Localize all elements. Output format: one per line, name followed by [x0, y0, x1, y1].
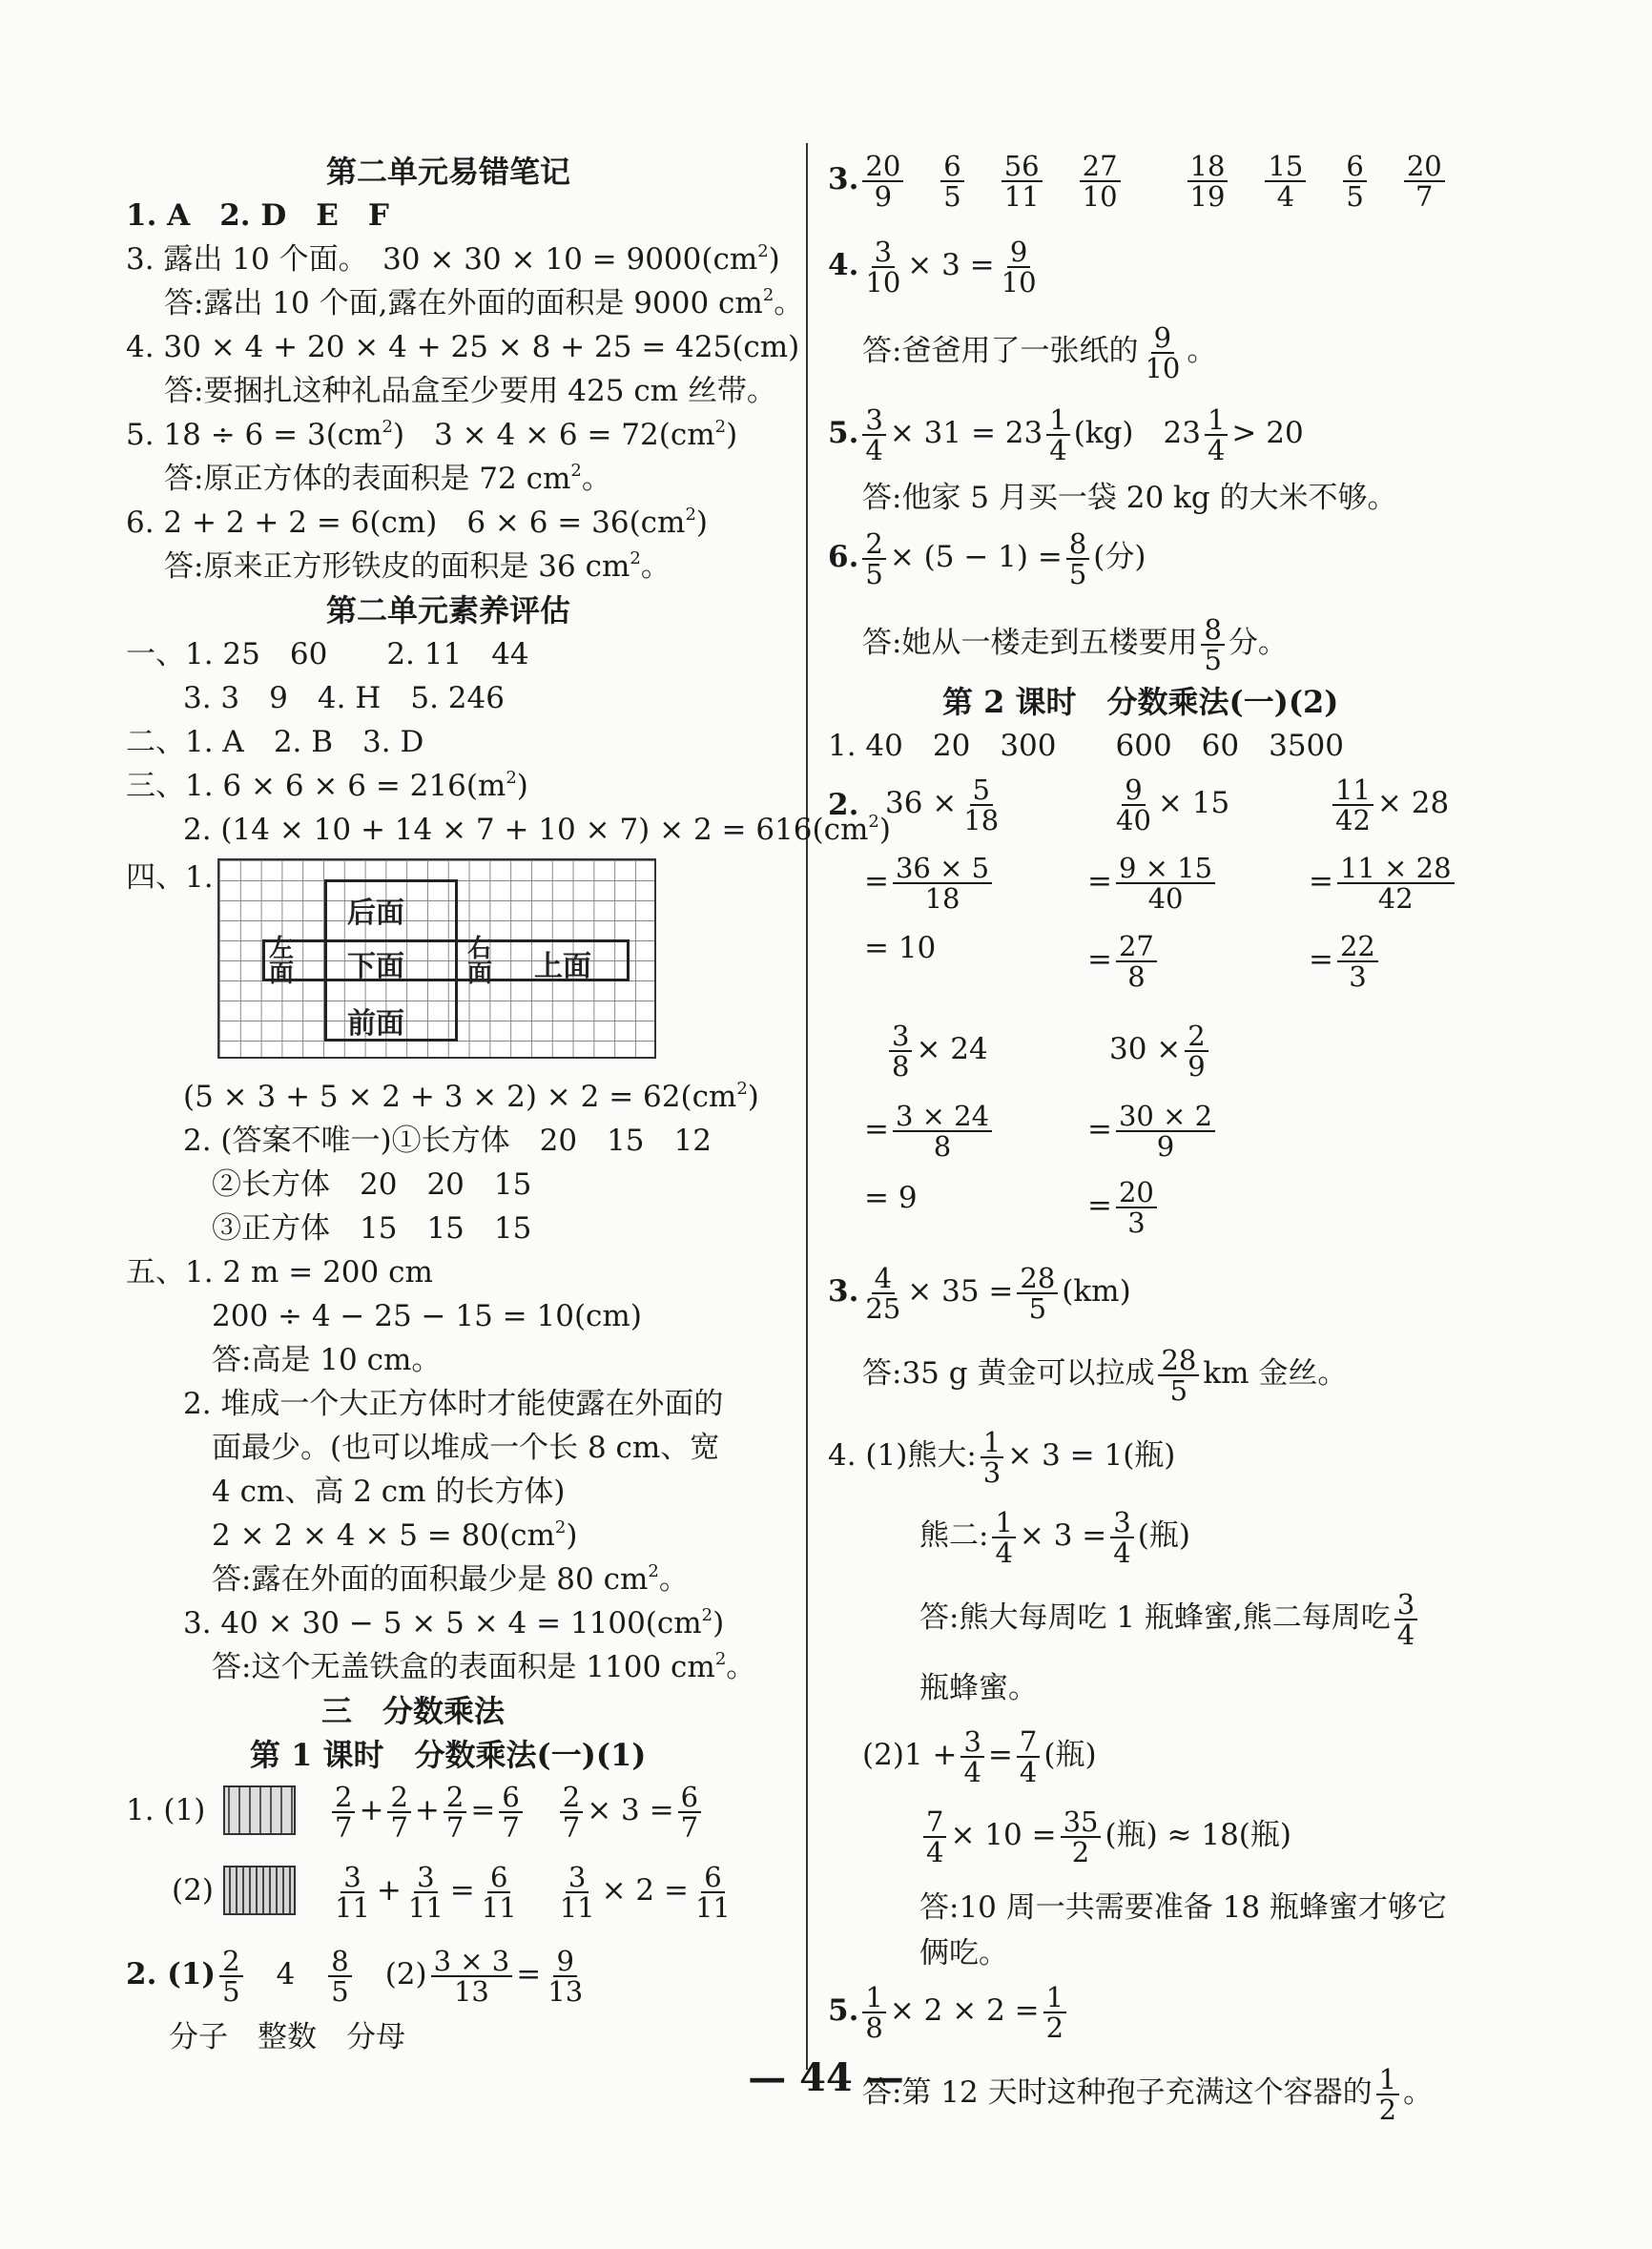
- section-title: 第二单元易错笔记: [326, 154, 571, 190]
- answer-line: 答:要捆扎这种礼品盒至少要用 425 cm 丝带。: [164, 374, 776, 408]
- fraction-line: 答:第 12 天时这种孢子充满这个容器的 $\frac{1}{2}$ 。: [862, 2062, 1434, 2126]
- answer-line: 1. A 2. D E F: [126, 198, 389, 233]
- answer-line: 面最少。(也可以堆成一个长 8 cm、宽: [212, 1431, 720, 1465]
- answer-line: 3. 露出 10 个面。 $30 \times 30 \times 10 = 9000(cm^2)$: [126, 241, 780, 277]
- answer-line: 四、1.: [126, 860, 214, 895]
- fraction-line: (2)1 + $\frac{3}{4}$ = $\frac{7}{4}$ (瓶): [862, 1724, 1097, 1788]
- fraction-line: $\frac{2}{7}$ + $\frac{2}{7}$ + $\frac{2}{7}$ = $\frac{6}{7}$ $\frac{2}{7}$ × 3 = $\frac{6}{7}$: [328, 1778, 705, 1843]
- fraction-line: = $\frac{27}{8}$: [1087, 927, 1161, 992]
- answer-line: = 9: [864, 1181, 918, 1215]
- answer-line: 答:他家 5 月买一袋 20 kg 的大米不够。: [862, 481, 1397, 515]
- fraction-line: $\frac{7}{4}$ × 10 = $\frac{35}{2}$ (瓶) ≈ 18(瓶): [919, 1803, 1291, 1867]
- fraction-line: = $\frac{3 \times 24}{8}$: [864, 1097, 996, 1162]
- net-face-left: 左面: [268, 935, 294, 988]
- answer-line: 5. $18 \div 6 = 3(cm^2)$ $3 \times 4 \times 6 = 72(cm^2)$: [126, 417, 738, 452]
- page-number: — 44 —: [748, 2055, 904, 2100]
- answer-line: 2. 堆成一个大正方体时才能使露在外面的: [183, 1387, 724, 1421]
- fraction-line: = $\frac{20}{3}$: [1087, 1173, 1161, 1238]
- answer-line: 分子 整数 分母: [169, 2020, 405, 2054]
- answer-line: 瓶蜂蜜。: [919, 1671, 1038, 1705]
- answer-line: 2. (答案不唯一)①长方体 20 15 12: [183, 1124, 712, 1158]
- fraction-line: 3. $\frac{4}{25}$ × 35 = $\frac{28}{5}$ (km): [828, 1261, 1131, 1325]
- net-face-right: 右面: [466, 935, 492, 988]
- fraction-line: 答:她从一楼走到五楼要用 $\frac{8}{5}$ 分。: [862, 612, 1288, 676]
- answer-line: 答:露在外面的面积最少是 80 $cm^2$。: [212, 1561, 689, 1597]
- answer-line: 三、1. $6 \times 6 \times 6 = 216(m^2)$: [126, 768, 528, 803]
- answer-line: ②长方体 20 20 15: [212, 1167, 532, 1202]
- fraction-line: 6. $\frac{2}{5}$ × (5 − 1) = $\frac{8}{5}$ (分): [828, 526, 1146, 590]
- answer-line: 3. 3 9 4. H 5. 246: [183, 681, 505, 715]
- answer-line: 答:这个无盖铁盒的表面积是 1100 $cm^2$。: [212, 1649, 756, 1684]
- fraction-line: 36 × $\frac{5}{18}$: [885, 773, 1000, 836]
- fraction-line: 熊二: $\frac{1}{4}$ × 3 = $\frac{3}{4}$ (瓶): [919, 1505, 1190, 1569]
- section-title: 第二单元素养评估: [326, 592, 571, 629]
- section-title: 第 2 课时 分数乘法(一)(2): [942, 684, 1339, 720]
- answer-line: 二、1. A 2. B 3. D: [126, 725, 424, 759]
- answer-line: $2 \times 2 \times 4 \times 5 = 80(cm^2)$: [212, 1517, 578, 1553]
- net-grid-diagram: [217, 858, 656, 1059]
- answer-line: (2): [172, 1873, 214, 1908]
- fraction-line: $\frac{3}{11}$ + $\frac{3}{11}$ = $\frac{6}{11}$ $\frac{3}{11}$ × 2 = $\frac{6}{11}$: [335, 1860, 731, 1924]
- fraction-line: $\frac{3}{8}$ × 24: [885, 1017, 988, 1082]
- answer-line: 1. 40 20 300 600 60 3500: [828, 729, 1345, 763]
- fraction-line: = $\frac{9 \times 15}{40}$: [1087, 849, 1219, 914]
- fraction-line: 答:35 g 黄金可以拉成 $\frac{28}{5}$ km 金丝。: [862, 1343, 1348, 1407]
- answer-line: 4 cm、高 2 cm 的长方体): [212, 1475, 566, 1509]
- answer-line: 2. $(14 \times 10 + 14 \times 7 + 10 \times 7) \times 2 = 616(cm^2)$: [183, 812, 891, 847]
- fraction-line: 30 × $\frac{2}{9}$: [1109, 1017, 1212, 1082]
- section-title: 第 1 课时 分数乘法(一)(1): [250, 1737, 647, 1773]
- fraction-line: 答:爸爸用了一张纸的 $\frac{9}{10}$ 。: [862, 320, 1217, 384]
- shaded-rectangle-diagram: [223, 1785, 296, 1835]
- answer-line: 答:原正方体的表面积是 72 $cm^2$。: [164, 461, 611, 496]
- answer-line: 一、1. 25 60 2. 11 44: [126, 637, 529, 671]
- fraction-line: 5. $\frac{1}{8}$ × 2 × 2 = $\frac{1}{2}$: [828, 1978, 1070, 2043]
- fraction-line: = $\frac{22}{3}$: [1309, 927, 1382, 992]
- answer-line: 五、1. 2 m = 200 cm: [126, 1255, 433, 1290]
- answer-line: ③正方体 15 15 15: [212, 1211, 532, 1246]
- fraction-line: 4. $\frac{3}{10}$ × 3 = $\frac{9}{10}$: [828, 235, 1037, 299]
- shaded-rectangle-diagram: [223, 1866, 296, 1915]
- answer-line: 答:高是 10 cm。: [212, 1343, 442, 1377]
- answer-line: 答:原来正方形铁皮的面积是 36 $cm^2$。: [164, 548, 671, 584]
- answer-line: 4. 30 × 4 + 20 × 4 + 25 × 8 + 25 = 425(cm): [126, 330, 800, 364]
- section-title: 三 分数乘法: [321, 1693, 506, 1729]
- net-face-top: 上面: [534, 950, 591, 983]
- answer-line: = 10: [864, 931, 937, 965]
- answer-line: 答:露出 10 个面,露在外面的面积是 9000 $cm^2$。: [164, 285, 804, 320]
- answer-line: 1. (1): [126, 1793, 206, 1827]
- net-face-back: 后面: [347, 897, 404, 930]
- answer-line: 答:10 周一共需要准备 18 瓶蜂蜜才够它: [919, 1890, 1447, 1925]
- answer-line: 3. $40 \times 30 - 5 \times 5 \times 4 = 1100(cm^2)$: [183, 1605, 725, 1640]
- answer-line: 俩吃。: [919, 1936, 1008, 1970]
- fraction-line: = $\frac{36 \times 5}{18}$: [864, 849, 996, 914]
- fraction-line: = $\frac{30 \times 2}{9}$: [1087, 1097, 1219, 1162]
- fraction-line: = $\frac{11 \times 28}{42}$: [1309, 849, 1458, 914]
- fraction-line: 5. $\frac{3}{4}$ × 31 = 23 $\frac{1}{4}$ (kg) 23 $\frac{1}{4}$ > 20: [828, 402, 1304, 466]
- answer-line: 200 ÷ 4 − 25 − 15 = 10(cm): [212, 1299, 642, 1333]
- answer-line: $(5 \times 3 + 5 \times 2 + 3 \times 2) \times 2 = 62(cm^2)$: [183, 1079, 759, 1114]
- fraction-line: 4. (1)熊大: $\frac{1}{3}$ × 3 = 1(瓶): [828, 1425, 1176, 1489]
- fraction-line: 3. $\frac{20}{9}$ $\frac{6}{5}$ $\frac{56}{11}$ $\frac{27}{10}$ $\frac{18}{19}$ $\frac{15}{4}$ $\frac{6}{5}$ $\frac{20}{7}$: [828, 147, 1449, 212]
- fraction-line: $\frac{9}{40}$ × 15: [1116, 773, 1230, 836]
- net-face-front: 前面: [347, 1007, 404, 1041]
- fraction-line: $\frac{11}{42}$ × 28: [1329, 771, 1449, 836]
- column-divider: [806, 143, 808, 2070]
- fraction-line: 答:熊大每周吃 1 瓶蜂蜜,熊二每周吃 $\frac{3}{4}$: [919, 1585, 1421, 1650]
- answer-line: 2.: [828, 788, 859, 822]
- answer-line: 6. 2 + 2 + 2 = 6(cm) $6 \times 6 = 36(cm^2)$: [126, 505, 708, 540]
- fraction-line: 2. (1) $\frac{2}{5}$ 4 $\frac{8}{5}$ (2) $\frac{3 \times 3}{13}$ = $\frac{9}{13}$: [126, 1944, 584, 2008]
- net-face-bottom: 下面: [347, 950, 404, 983]
